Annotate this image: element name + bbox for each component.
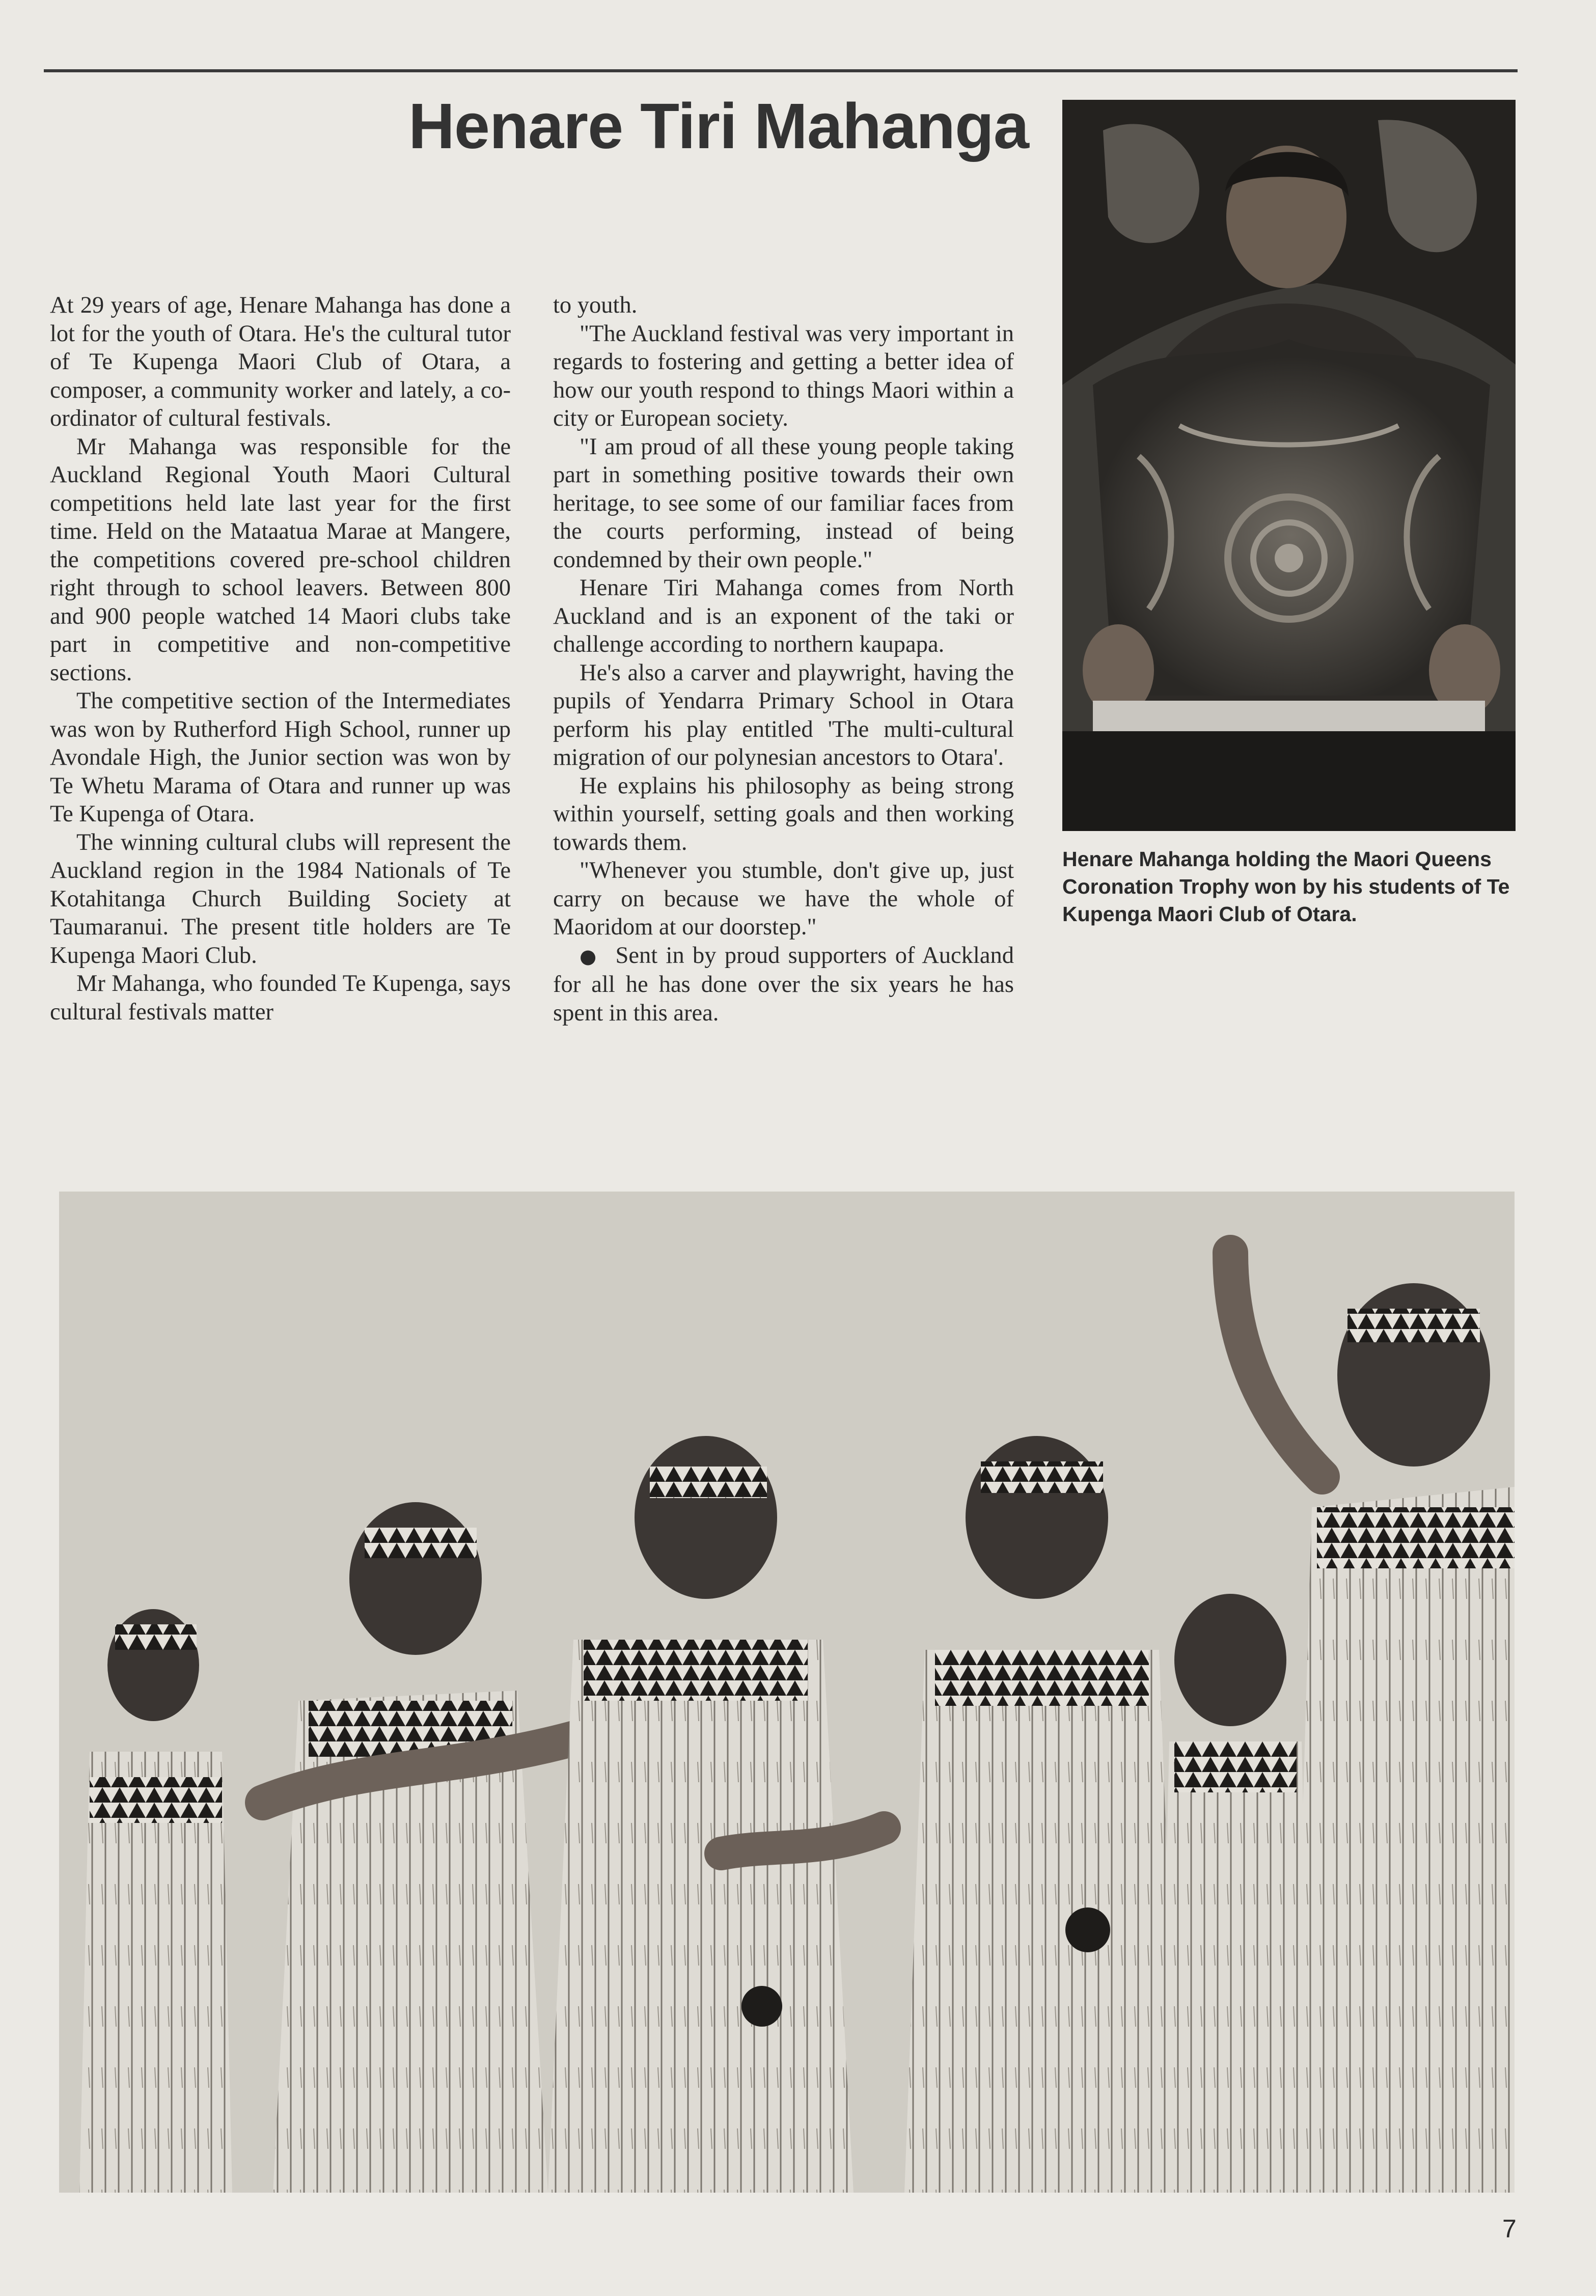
- paragraph-sent-in: [553, 942, 1014, 1028]
- sent-in-note: Sent in by proud supporters of Auckland for all he has done over the six years he has spent in this area.: [553, 942, 1014, 1026]
- paragraph: Henare Tiri Mahanga comes from North Auckland and is an exponent of the taki or challenge according to northern kaupapa.: [553, 575, 1014, 657]
- page-number: 7: [1502, 2215, 1517, 2243]
- paragraph: to youth.: [553, 292, 638, 318]
- paragraph: At 29 years of age, Henare Mahanga has done a lot for the youth of Otara. He's the cultural tutor of Te Kupenga Maori Club of Otara, a composer, a community worker and lately, a co-ordinator of cultural festivals.: [50, 292, 511, 431]
- photo-caption: Henare Mahanga holding the Maori Queens Coronation Trophy won by his students of Te Kupenga Maori Club of Otara.: [1062, 847, 1510, 926]
- trophy-photo: [1062, 100, 1516, 831]
- paragraph: He explains his philosophy as being strong within yourself, setting goals and then working towards them.: [553, 772, 1014, 855]
- bullet-icon: ●: [580, 945, 599, 967]
- paragraph: Mr Mahanga, who founded Te Kupenga, says cultural festivals matter: [50, 971, 511, 1025]
- paragraph: "The Auckland festival was very important in regards to fostering and getting a better idea of how our youth respond to things Maori within a city or European society.: [553, 320, 1014, 431]
- paragraph: The competitive section of the Intermediates was won by Rutherford High School, runner up Avondale High, the Junior section was won by Te Whetu Marama of Otara and runner up was Te Kupenga of Otara.: [50, 688, 511, 827]
- paragraph: He's also a carver and playwright, having the pupils of Yendarra Primary School in Otara perform his play entitled 'The multi-cultural migration of our polynesian ancestors to Otara'.: [553, 659, 1014, 770]
- article-column-1: [50, 291, 511, 1026]
- paragraph: Mr Mahanga was responsible for the Auckland Regional Youth Maori Cultural competitions held late last year for the first time. Held on the Mataatua Marae at Mangere, the competitions covered pre-school children right through to school leavers. Between 800 and 900 people watched 14 Maori clubs take part in competitive and non-competitive sections.: [50, 433, 511, 686]
- trophy-photo-image: [1062, 100, 1516, 831]
- paragraph: The winning cultural clubs will represent the Auckland region in the 1984 Nationals of Te Kotahitanga Church Building Society at Taumaranui. The present title holders are Te Kupenga Maori Club.: [50, 829, 511, 969]
- paragraph: "I am proud of all these young people taking part in something positive towards their own heritage, to see some of our familiar faces from the courts performing, instead of being condemned by their own people.": [553, 433, 1014, 573]
- header-rule: [44, 69, 1518, 72]
- article-column-2: [553, 291, 1014, 1027]
- performers-photo: [59, 1192, 1515, 2193]
- paragraph: "Whenever you stumble, don't give up, just carry on because we have the whole of Maoridom at our doorstep.": [553, 857, 1014, 940]
- headline: Henare Tiri Mahanga: [408, 90, 1029, 162]
- performers-photo-image: [59, 1192, 1515, 2193]
